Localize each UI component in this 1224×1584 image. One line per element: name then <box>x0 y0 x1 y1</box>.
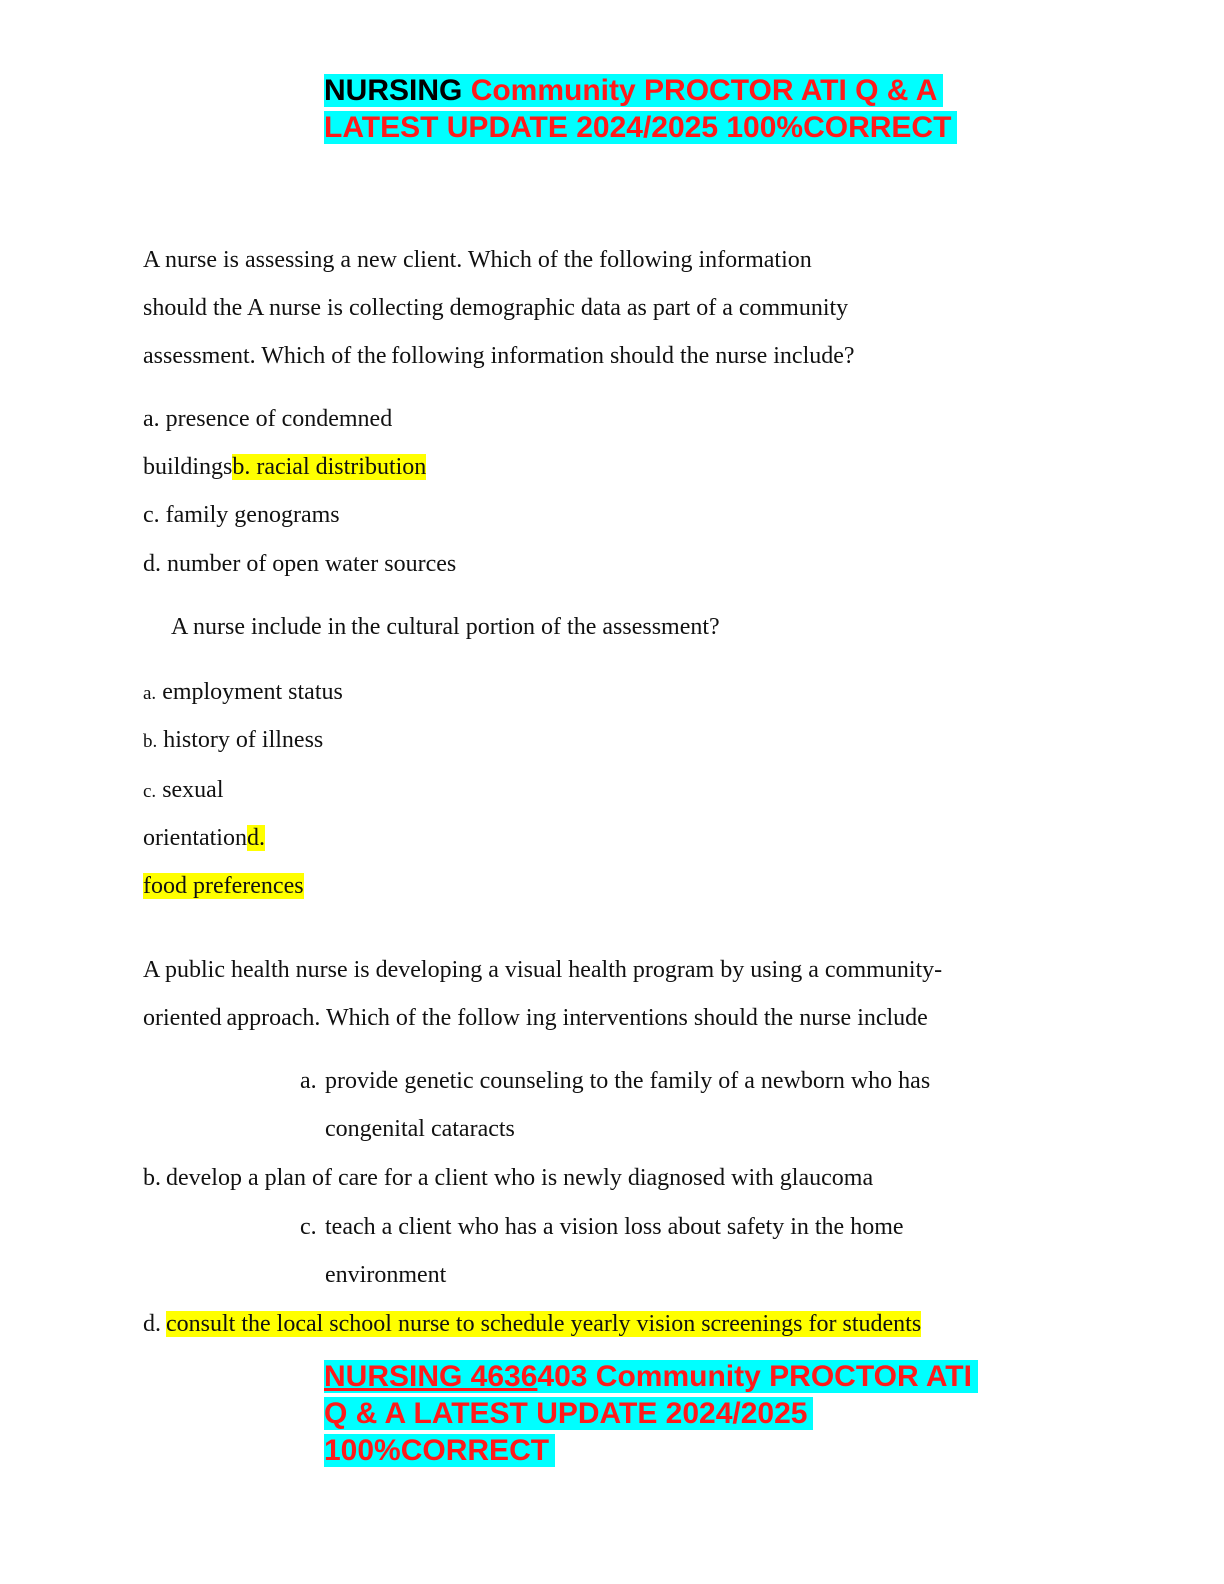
q3-option-a-line-2: congenital cataracts <box>325 1116 515 1142</box>
title-course: Community PROCTOR ATI Q & A <box>470 74 938 107</box>
q3-stem-line-2: oriented approach. Which of the follow ing interventions should the nurse include <box>143 1005 928 1031</box>
q2-option-c-cont: orientation <box>143 825 247 851</box>
q3-option-a-letter: a. <box>300 1068 317 1094</box>
footer-title-line-2: Q & A LATEST UPDATE 2024/2025 <box>324 1397 813 1430</box>
q3-option-a-line-1: provide genetic counseling to the family of a newborn who has <box>325 1068 931 1094</box>
q1-option-a-cont: buildings <box>143 454 233 480</box>
q3-stem-line-1: A public health nurse is developing a visual health program by using a community- <box>143 957 943 983</box>
footer-title-line-1 <box>324 1360 978 1393</box>
q1-stem-line-1: A nurse is assessing a new client. Which of the following information <box>143 247 812 273</box>
q3-option-c-letter: c. <box>300 1214 317 1240</box>
q2-option-a-text: employment status <box>156 679 343 705</box>
q1-stem-line-3: assessment. Which of the following information should the nurse include? <box>143 343 855 369</box>
q2-option-a-letter: a. <box>143 683 157 704</box>
q2-option-b-text: history of illness <box>157 727 324 753</box>
q2-option-b-letter: b. <box>143 731 158 752</box>
q2-option-line <box>143 823 265 853</box>
q1-option-d: d. number of open water sources <box>143 551 457 577</box>
q3-option-c-line-2: environment <box>325 1262 447 1288</box>
q1-stem-line-2: should the A nurse is collecting demographic data as part of a community <box>143 295 849 321</box>
q2-option-d-answer: food preferences <box>143 873 304 899</box>
footer-title-line-3: 100%CORRECT <box>324 1434 555 1467</box>
q1-option-b-answer: b. racial distribution <box>232 454 427 480</box>
q1-option-line <box>143 452 426 482</box>
q3-option-d-line <box>166 1309 921 1339</box>
document-title <box>324 72 957 146</box>
footer-course-code: NURSING 4636 <box>324 1360 538 1393</box>
q3-option-d-answer: consult the local school nurse to schedule yearly vision screenings for students <box>166 1311 922 1337</box>
q1-option-a: a. presence of condemned <box>143 406 393 432</box>
footer-course-name: 403 Community PROCTOR ATI <box>537 1360 972 1393</box>
q2-option-b <box>143 725 323 757</box>
q3-option-d-letter: d. <box>143 1311 161 1337</box>
q3-option-b: develop a plan of care for a client who is newly diagnosed with glaucoma <box>166 1165 874 1191</box>
title-line-1 <box>324 74 943 107</box>
q2-option-a <box>143 677 343 709</box>
q3-option-c-line-1: teach a client who has a vision loss about safety in the home <box>325 1214 904 1240</box>
q2-option-d-letter: d. <box>246 825 265 851</box>
q2-option-c-text: sexual <box>156 777 224 803</box>
q2-option-c-letter: c. <box>143 781 157 802</box>
q2-stem: A nurse include in the cultural portion of the assessment? <box>171 614 720 640</box>
q2-option-d-line <box>143 871 304 901</box>
q1-option-c: c. family genograms <box>143 502 340 528</box>
q2-option-c <box>143 775 224 807</box>
title-nursing: NURSING <box>324 74 471 107</box>
q3-option-b-letter: b. <box>143 1165 161 1191</box>
title-line-2: LATEST UPDATE 2024/2025 100%CORRECT <box>324 111 957 144</box>
document-footer-title <box>324 1358 978 1469</box>
